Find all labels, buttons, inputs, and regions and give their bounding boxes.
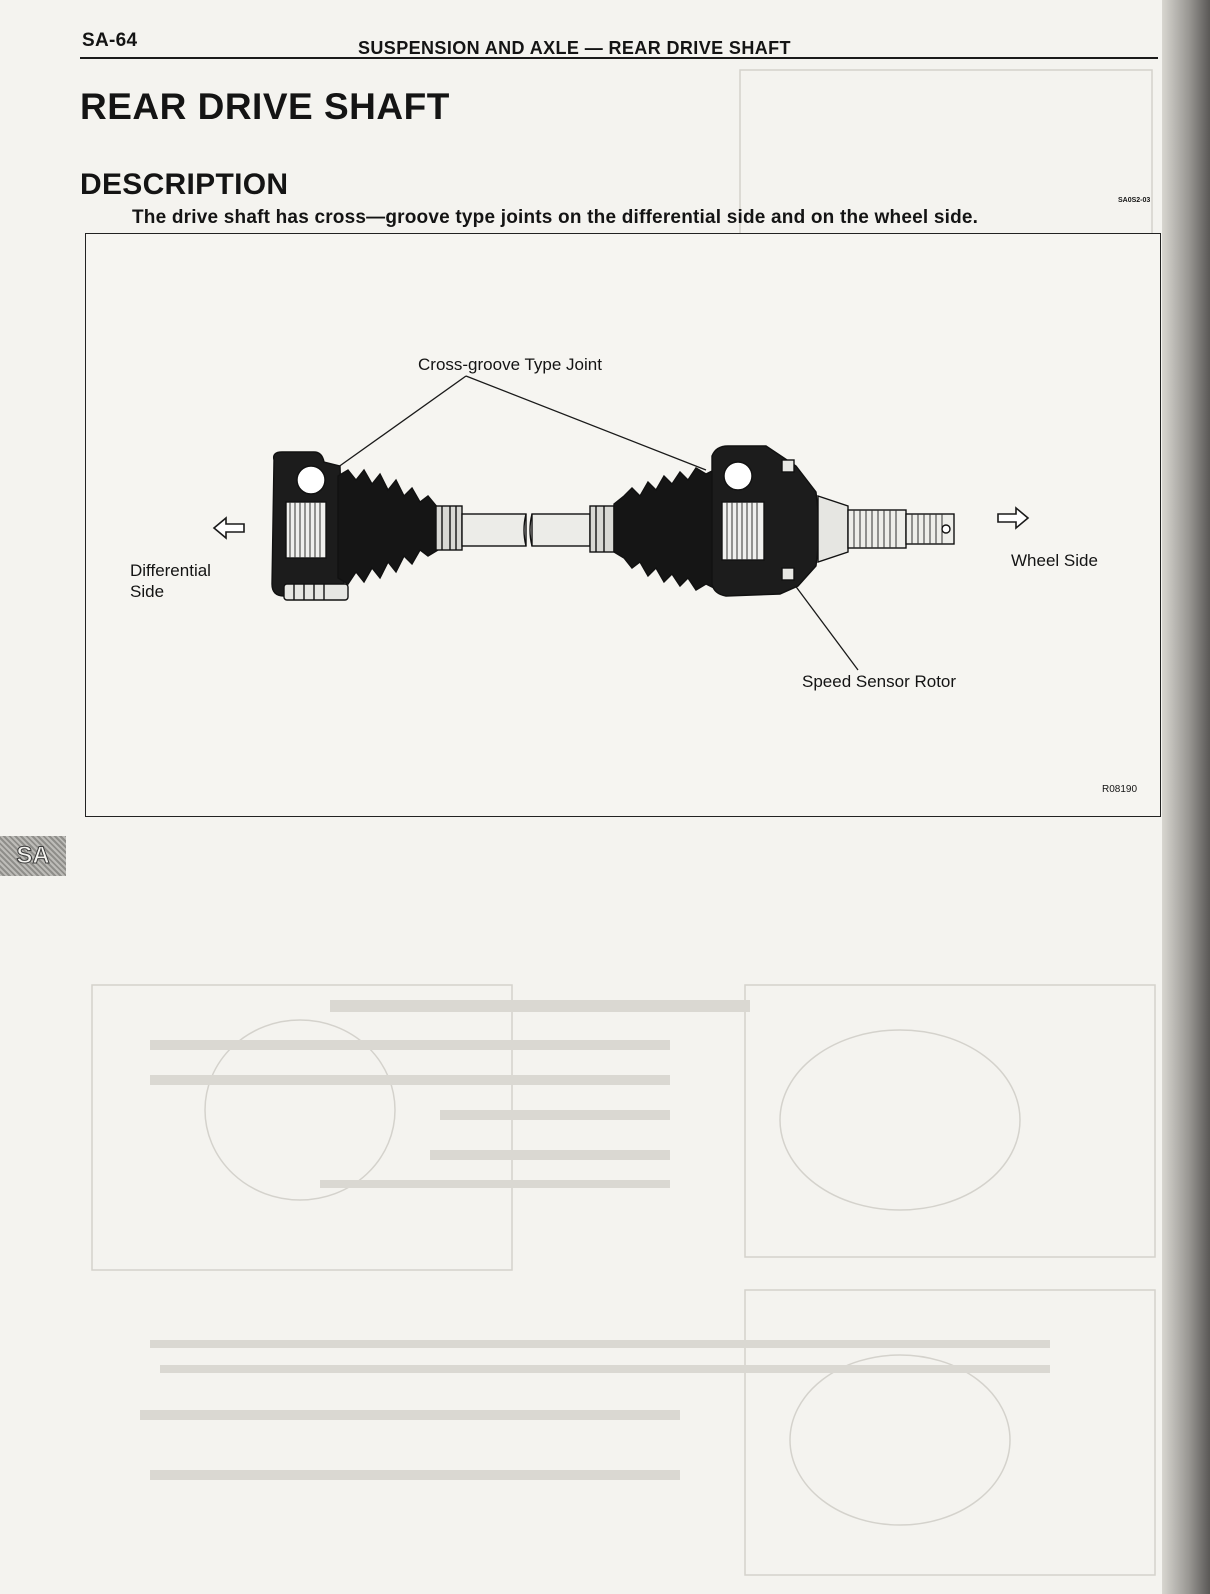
drive-shaft-illustration: [86, 234, 1162, 818]
differential-side-label-line2: Side: [130, 582, 165, 601]
differential-side-label-line1: Differential: [130, 561, 211, 580]
page-number: SA-64: [82, 30, 138, 51]
section-side-tab: [0, 836, 66, 876]
header-rule: [80, 57, 1158, 59]
section-subtitle: DESCRIPTION: [80, 168, 289, 201]
drive-shaft-bar: [462, 514, 590, 546]
differential-side-joint: [272, 452, 462, 600]
left-arrow-icon: [214, 518, 244, 538]
cross-groove-joint-label: Cross-groove Type Joint: [418, 355, 602, 374]
right-arrow-icon: [998, 508, 1028, 528]
wheel-side-label: Wheel Side: [1011, 551, 1098, 570]
figure-code: R08190: [1102, 784, 1138, 795]
section-header: SUSPENSION AND AXLE — REAR DRIVE SHAFT: [358, 38, 791, 58]
side-tab-label: SA: [16, 842, 50, 869]
page-title: REAR DRIVE SHAFT: [80, 86, 450, 127]
description-text: The drive shaft has cross—groove type joints on the differential side and on the wheel side.: [132, 207, 979, 228]
drive-shaft-figure: [85, 233, 1161, 817]
reference-code: SA0S2-03: [1118, 197, 1151, 204]
speed-sensor-rotor-label: Speed Sensor Rotor: [802, 672, 957, 691]
wheel-side-joint: [590, 446, 954, 596]
